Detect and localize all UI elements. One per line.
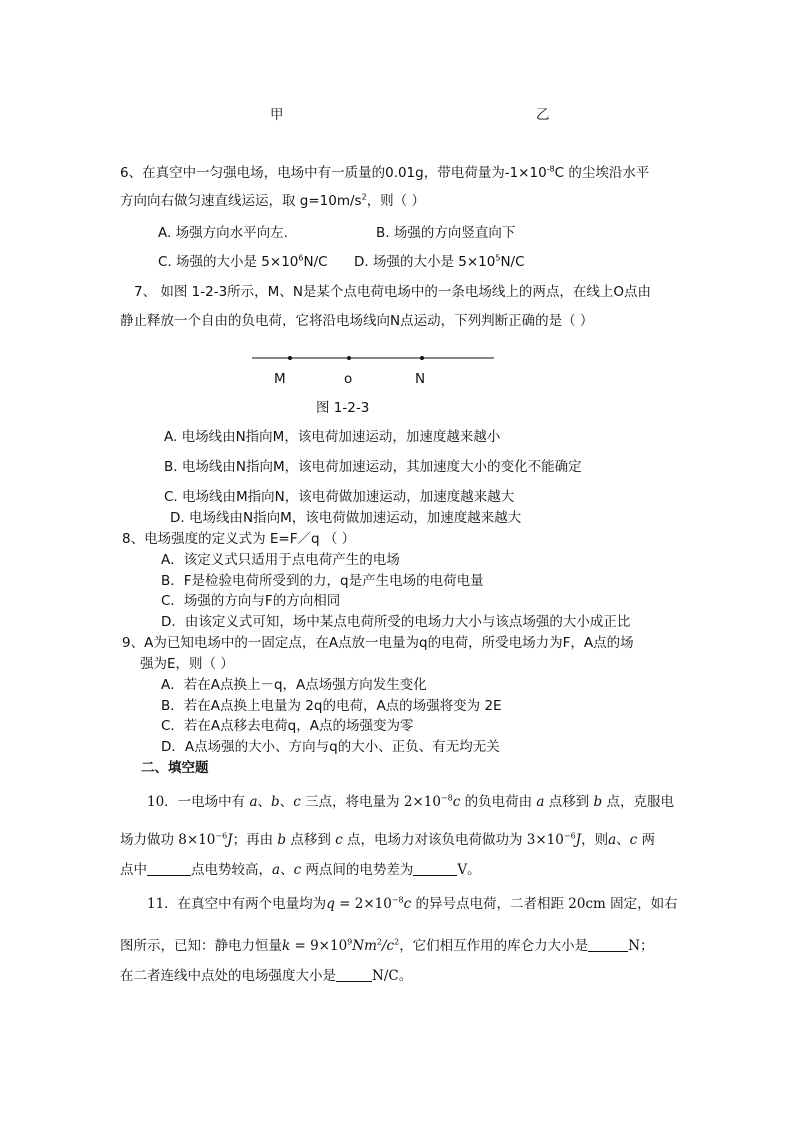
q10-line3: 点中 点电势较高，a、c 两点间的电势差为 V。 bbox=[120, 862, 481, 878]
q6-option-a: A. 场强方向水平向左. bbox=[158, 225, 288, 241]
q7-figure-field-line bbox=[248, 350, 498, 366]
q11-line3: 在二者连线中点处的电场强度大小是 N/C。 bbox=[120, 968, 413, 984]
q10-line2: 场力做功 $8\times 10^{-6}J$；再由 b 点移到 c 点，电场力对该负电荷做功为 $3\times 10^{-6}J$，则a、c 两 bbox=[120, 831, 656, 848]
q11-blank-2[interactable] bbox=[336, 967, 372, 982]
q8-option-b: B．F是检验电荷所受到的力，q是产生电场的电荷电量 bbox=[161, 573, 484, 589]
q7-line1: 7、 如图 1-2-3所示，M、N是某个点电荷电场中的一条电场线上的两点，在线上O点由 bbox=[134, 284, 652, 300]
q7-figure-caption: 图 1-2-3 bbox=[316, 400, 370, 416]
q9-line2: 强为E，则（ ） bbox=[140, 656, 234, 672]
q7-label-m: M bbox=[274, 371, 286, 387]
q8-option-d: D．由该定义式可知，场中某点电荷所受的电场力大小与该点场强的大小成正比 bbox=[161, 614, 631, 630]
q7-option-a: A. 电场线由N指向M，该电荷加速运动，加速度越来越小 bbox=[164, 429, 501, 445]
figure-label-yi: 乙 bbox=[536, 107, 550, 123]
q6-line2: 方向向右做匀速直线运运，取 $g=10m/s^2$，则（ ） bbox=[120, 192, 425, 209]
q10-blank-1[interactable] bbox=[147, 861, 191, 876]
q7-label-n: N bbox=[415, 371, 426, 387]
q7-option-d: D. 电场线由N指向M，该电荷做加速运动，加速度越来越大 bbox=[170, 510, 522, 526]
q6-option-c: C. 场强的大小是 $5\times 10^6N/C$ bbox=[158, 253, 328, 270]
q9-option-b: B．若在A点换上电量为 2q的电荷，A点的场强将变为 2E bbox=[161, 698, 502, 714]
q7-option-b: B. 电场线由N指向M，该电荷加速运动，其加速度大小的变化不能确定 bbox=[164, 459, 582, 475]
q8-option-a: A．该定义式只适用于点电荷产生的电场 bbox=[161, 552, 400, 568]
q7-label-o: o bbox=[344, 371, 353, 387]
q9-option-d: D．A点场强的大小、方向与q的大小、正负、有无均无关 bbox=[161, 739, 500, 755]
figure-label-jia: 甲 bbox=[270, 107, 284, 123]
q8-option-c: C．场强的方向与F的方向相同 bbox=[161, 593, 341, 609]
q9-line1: 9、A为已知电场中的一固定点，在A点放一电量为q的电荷，所受电场力为F，A点的场 bbox=[122, 635, 634, 651]
q9-option-c: C．若在A点移去电荷q，A点的场强变为零 bbox=[161, 718, 414, 734]
q10-line1: 10．一电场中有 a、b、c 三点，将电量为 $2\times 10^{-8}c$ 的负电荷由 a 点移到 b 点，克服电 bbox=[147, 793, 674, 810]
q6-option-b: B. 场强的方向竖直向下 bbox=[376, 225, 516, 241]
q8-stem: 8、电场强度的定义式为 E=F／q （ ） bbox=[122, 531, 356, 547]
point-m bbox=[288, 356, 292, 360]
q7-option-c: C. 电场线由M指向N，该电荷做加速运动，加速度越来越大 bbox=[164, 489, 515, 505]
q11-line1: 11．在真空中有两个电量均为$q = 2\times 10^{-8}c$ 的异号点电荷，二者相距 20cm 固定，如右 bbox=[147, 895, 678, 912]
q11-line2: 图所示，已知：静电力恒量$k = 9\times 10^9Nm^2/c^2$，它们相互作用的库仑力大小是 N； bbox=[120, 937, 654, 954]
q6-line1: 6、在真空中一匀强电场，电场中有一质量的0.01g，带电荷量为$-1\times 10^{-8}C$ 的尘埃沿水平 bbox=[120, 164, 650, 181]
q9-option-a: A．若在A点换上－q，A点场强方向发生变化 bbox=[161, 677, 427, 693]
q10-blank-2[interactable] bbox=[413, 861, 457, 876]
point-o bbox=[347, 356, 351, 360]
section-title-fill-in: 二、填空题 bbox=[141, 760, 209, 776]
q6-option-d: D. 场强的大小是 $5\times 10^5N/C$ bbox=[354, 253, 525, 270]
q7-line2: 静止释放一个自由的负电荷，它将沿电场线向N点运动，下列判断正确的是（ ） bbox=[120, 313, 594, 329]
point-n bbox=[420, 356, 424, 360]
q11-blank-1[interactable] bbox=[588, 937, 628, 952]
